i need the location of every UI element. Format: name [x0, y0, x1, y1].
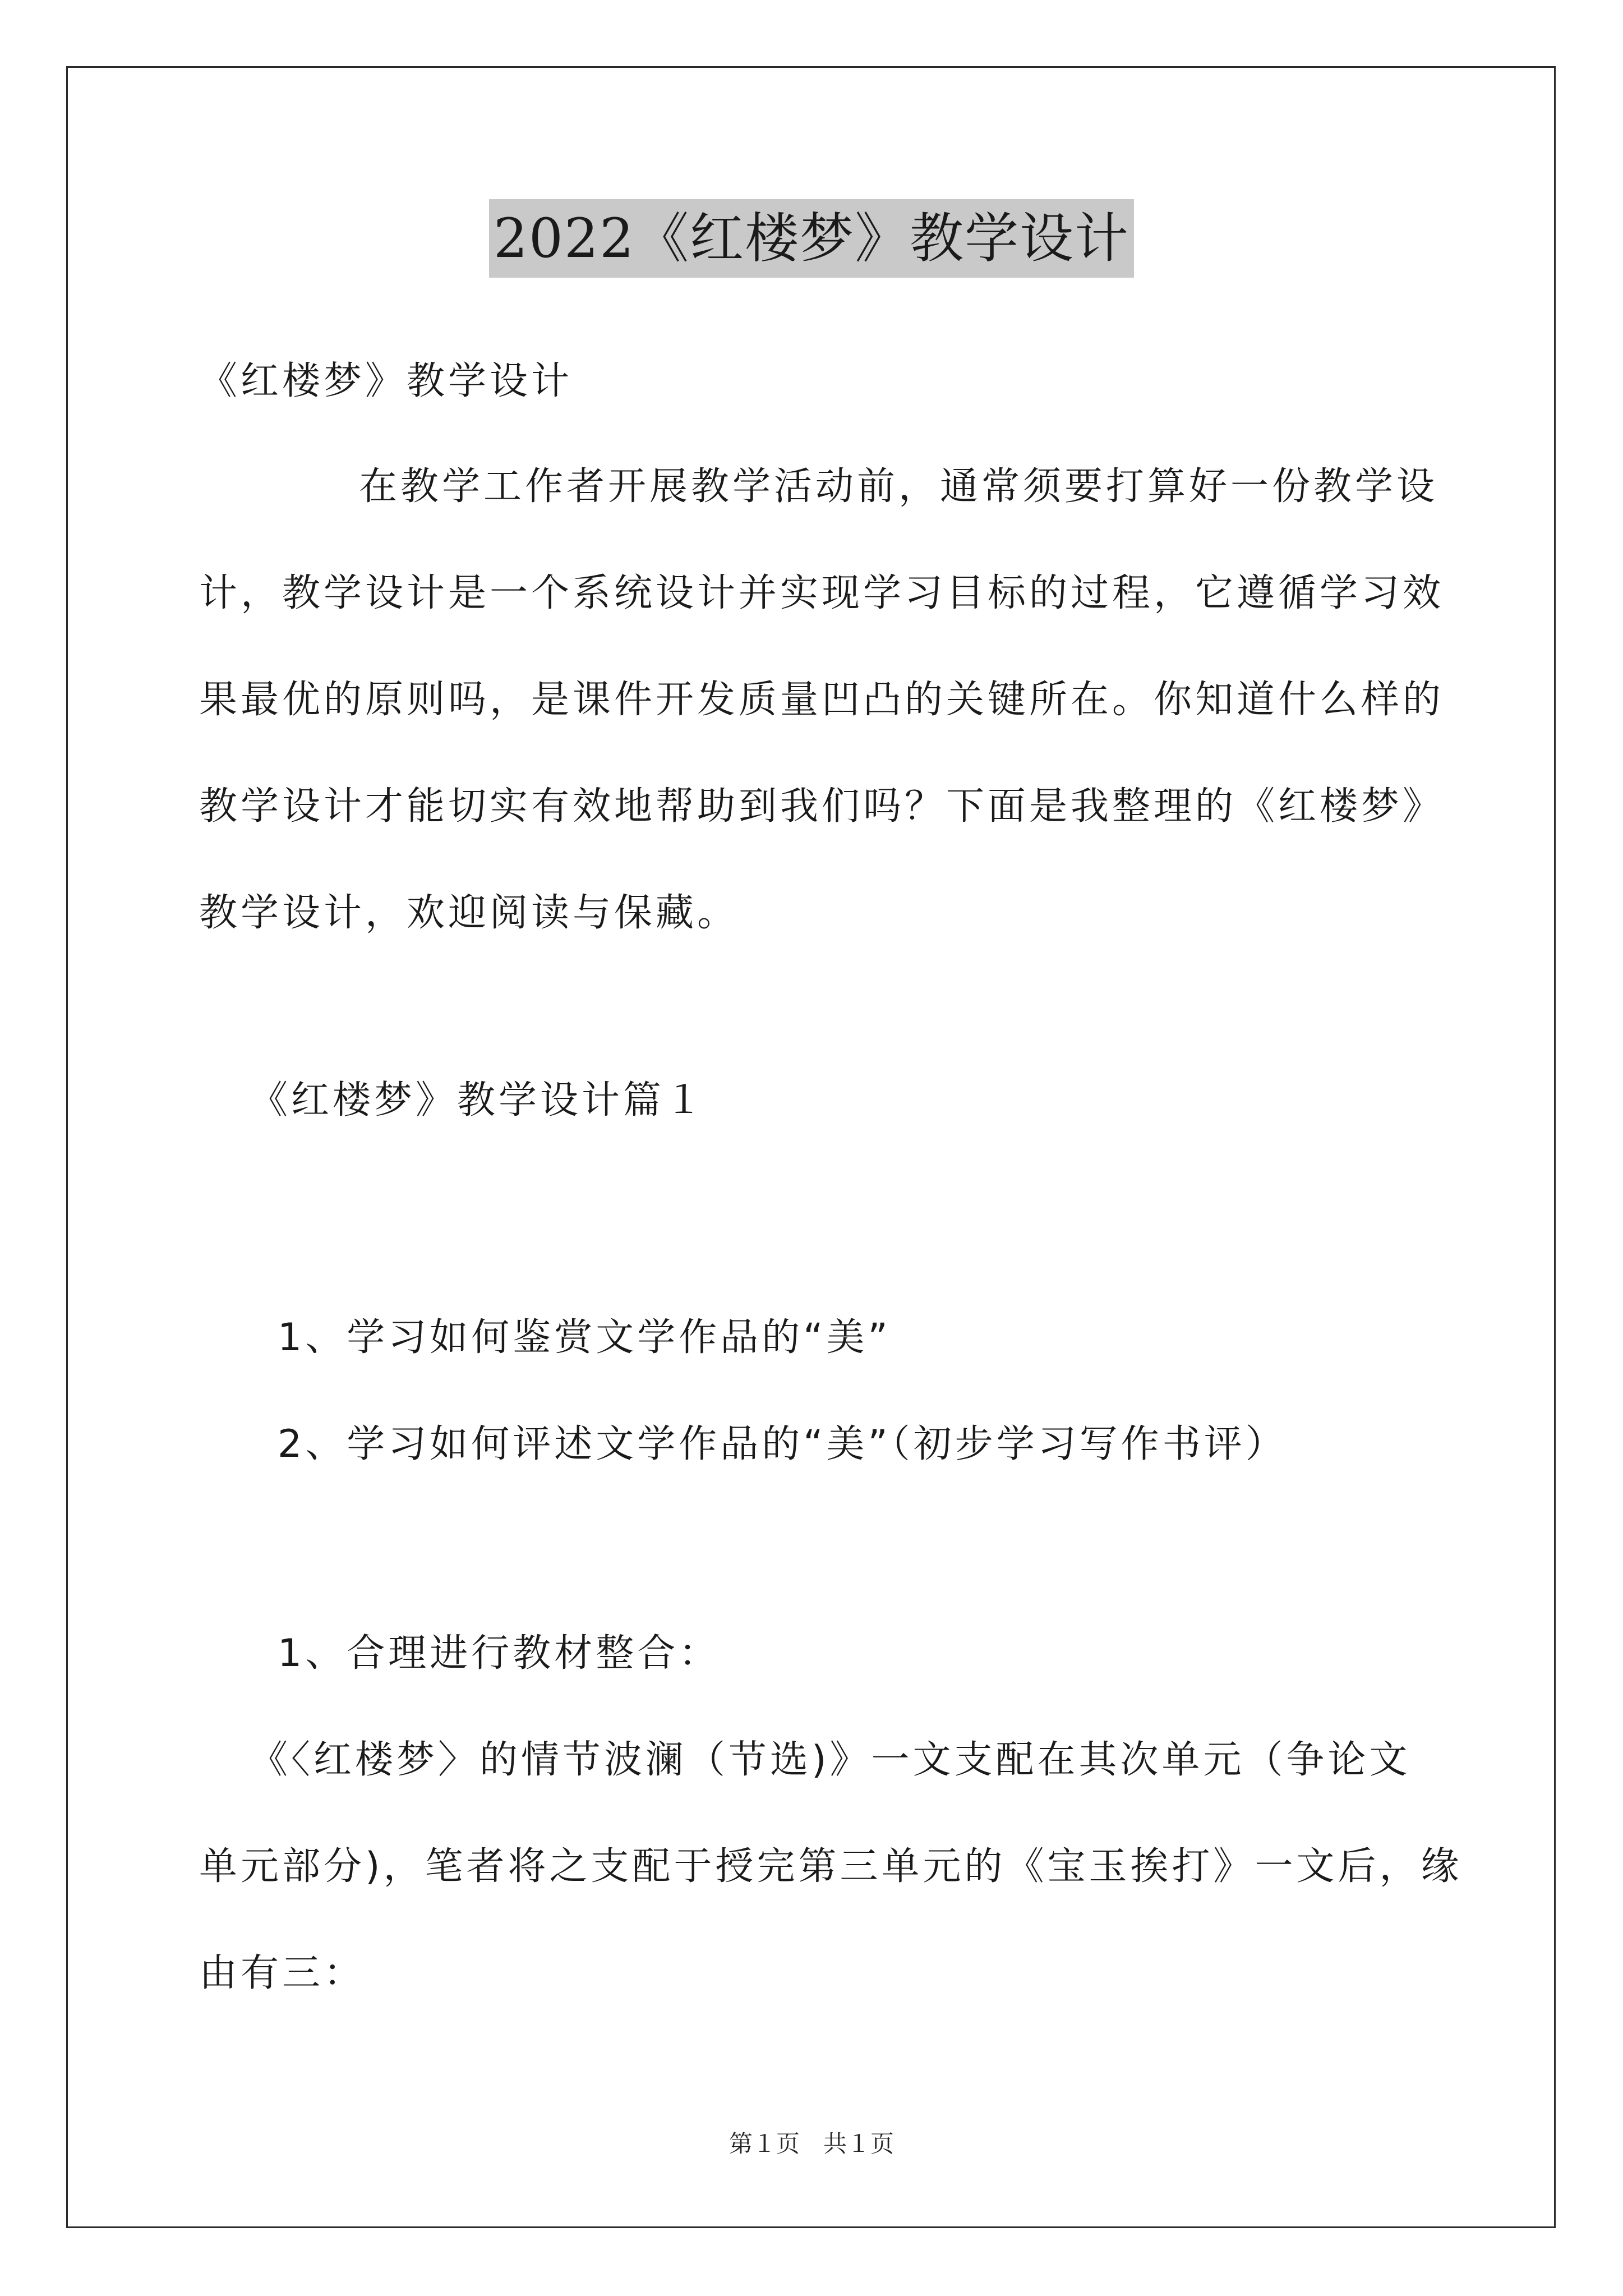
- body-line-2: 单元部分)，笔者将之支配于授完第三单元的《宝玉挨打》一文后，缘: [199, 1844, 1463, 1889]
- intro-line-2: 计，教学设计是一个系统设计并实现学习目标的过程，它遵循学习效: [199, 571, 1445, 615]
- intro-line-4: 教学设计才能切实有效地帮助到我们吗？下面是我整理的《红楼梦》: [199, 784, 1445, 829]
- section-heading: 《红楼梦》教学设计篇１: [250, 1078, 707, 1122]
- intro-line-3: 果最优的原则吗，是课件开发质量凹凸的关键所在。你知道什么样的: [199, 678, 1445, 722]
- goal-item-1: 1、学习如何鉴赏文学作品的“美”: [278, 1315, 891, 1360]
- document-subtitle: 《红楼梦》教学设计: [199, 359, 573, 403]
- intro-line-1: 在教学工作者开展教学活动前，通常须要打算好一份教学设: [359, 464, 1438, 509]
- body-line-3: 由有三：: [199, 1951, 366, 1995]
- body-line-1: 《〈红楼梦〉的情节波澜（节选)》一文支配在其次单元（争论文: [250, 1738, 1411, 1782]
- page-footer: 第１页 共１页: [728, 2130, 894, 2157]
- intro-line-5: 教学设计，欢迎阅读与保藏。: [199, 891, 739, 935]
- point-heading: 1、合理进行教材整合：: [278, 1631, 721, 1676]
- title-container: [0, 199, 1623, 278]
- goal-item-2: 2、学习如何评述文学作品的“美”（初步学习写作书评）: [278, 1422, 1287, 1466]
- document-title: 2022《红楼梦》教学设计: [489, 199, 1134, 278]
